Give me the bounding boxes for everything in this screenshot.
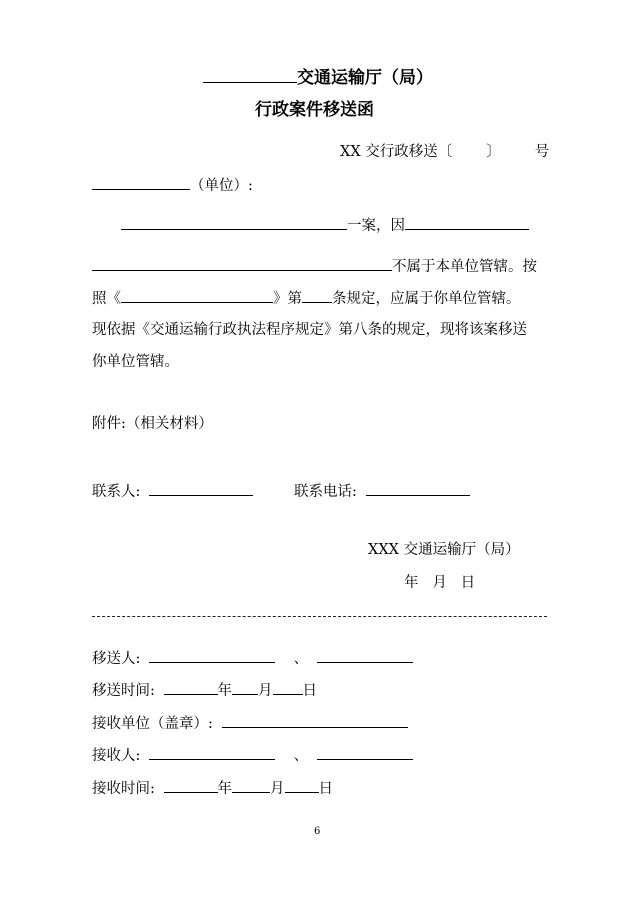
contact-label: 联系人: bbox=[92, 484, 141, 500]
attachment-line: 附件:（相关材料） bbox=[92, 416, 213, 432]
recipient-label: （单位）: bbox=[190, 178, 253, 194]
title-line bbox=[203, 68, 433, 88]
case-name-blank[interactable] bbox=[121, 215, 347, 230]
sender-blank-1[interactable] bbox=[149, 648, 275, 663]
phone-line bbox=[294, 481, 470, 502]
send-month-blank[interactable] bbox=[232, 680, 258, 695]
reason-detail-blank[interactable] bbox=[92, 256, 392, 271]
article-number-blank[interactable] bbox=[302, 288, 332, 303]
receive-month-blank[interactable] bbox=[232, 778, 270, 793]
paragraph-line-3: 现依据《交通运输行政执法程序规定》第八条的规定，现将该案移送 bbox=[92, 322, 527, 338]
receiver-unit-line bbox=[92, 713, 408, 734]
send-time-line bbox=[92, 680, 317, 701]
receiver-blank-2[interactable] bbox=[317, 745, 413, 760]
basis-prefix: 照《 bbox=[92, 291, 121, 307]
contact-blank[interactable] bbox=[149, 481, 253, 496]
regulation-name-blank[interactable] bbox=[121, 288, 273, 303]
jurisdiction-text: 不属于本单位管辖。按 bbox=[392, 259, 537, 275]
sender-label: 移送人: bbox=[92, 651, 141, 667]
issue-date: 年 月 日 bbox=[404, 575, 476, 591]
receiver-unit-blank[interactable] bbox=[222, 713, 408, 728]
phone-label: 联系电话: bbox=[294, 484, 357, 500]
basis-article-prefix: 》第 bbox=[273, 291, 302, 307]
receiver-separator: 、 bbox=[293, 748, 309, 764]
page-number: 6 bbox=[314, 826, 321, 837]
contact-line bbox=[92, 481, 253, 502]
basis-line bbox=[92, 288, 521, 309]
doc-number-suffix: 号 bbox=[534, 144, 550, 160]
case-line bbox=[121, 215, 529, 236]
doc-number-bracket-close: 〕 bbox=[486, 144, 501, 160]
phone-blank[interactable] bbox=[366, 481, 470, 496]
issuer: XXX 交通运输厅（局） bbox=[368, 542, 520, 558]
receiver-unit-label: 接收单位（盖章）: bbox=[92, 716, 213, 732]
receiver-blank-1[interactable] bbox=[149, 745, 275, 760]
recipient-blank[interactable] bbox=[92, 175, 190, 190]
send-time-label: 移送时间: bbox=[92, 683, 155, 699]
case-reason-blank[interactable] bbox=[405, 215, 529, 230]
send-year-blank[interactable] bbox=[164, 680, 218, 695]
receive-day-label: 日 bbox=[318, 781, 333, 797]
receiver-line bbox=[92, 745, 413, 766]
receive-year-blank[interactable] bbox=[164, 778, 218, 793]
case-connector: 一案，因 bbox=[347, 218, 405, 234]
title-blank[interactable] bbox=[203, 68, 297, 83]
send-year-label: 年 bbox=[217, 683, 232, 699]
receive-time-line bbox=[92, 778, 333, 799]
receive-month-label: 月 bbox=[270, 781, 285, 797]
sender-line bbox=[92, 648, 413, 669]
receiver-label: 接收人: bbox=[92, 748, 141, 764]
basis-article-suffix: 条规定，应属于你单位管辖。 bbox=[332, 291, 521, 307]
doc-number-prefix: XX 交行政移送〔 bbox=[340, 144, 453, 160]
subtitle: 行政案件移送函 bbox=[255, 100, 374, 120]
sender-blank-2[interactable] bbox=[317, 648, 413, 663]
recipient-line bbox=[92, 175, 253, 196]
send-month-label: 月 bbox=[258, 683, 273, 699]
paragraph-line-4: 你单位管辖。 bbox=[92, 354, 179, 370]
sender-separator: 、 bbox=[293, 651, 309, 667]
send-day-blank[interactable] bbox=[273, 680, 303, 695]
jurisdiction-line bbox=[92, 256, 537, 277]
title-suffix: 交通运输厅（局） bbox=[297, 68, 433, 88]
receive-year-label: 年 bbox=[217, 781, 232, 797]
doc-number-line bbox=[340, 142, 549, 162]
send-day-label: 日 bbox=[302, 683, 317, 699]
receive-day-blank[interactable] bbox=[285, 778, 319, 793]
receive-time-label: 接收时间: bbox=[92, 781, 155, 797]
cut-line-divider bbox=[92, 616, 547, 617]
